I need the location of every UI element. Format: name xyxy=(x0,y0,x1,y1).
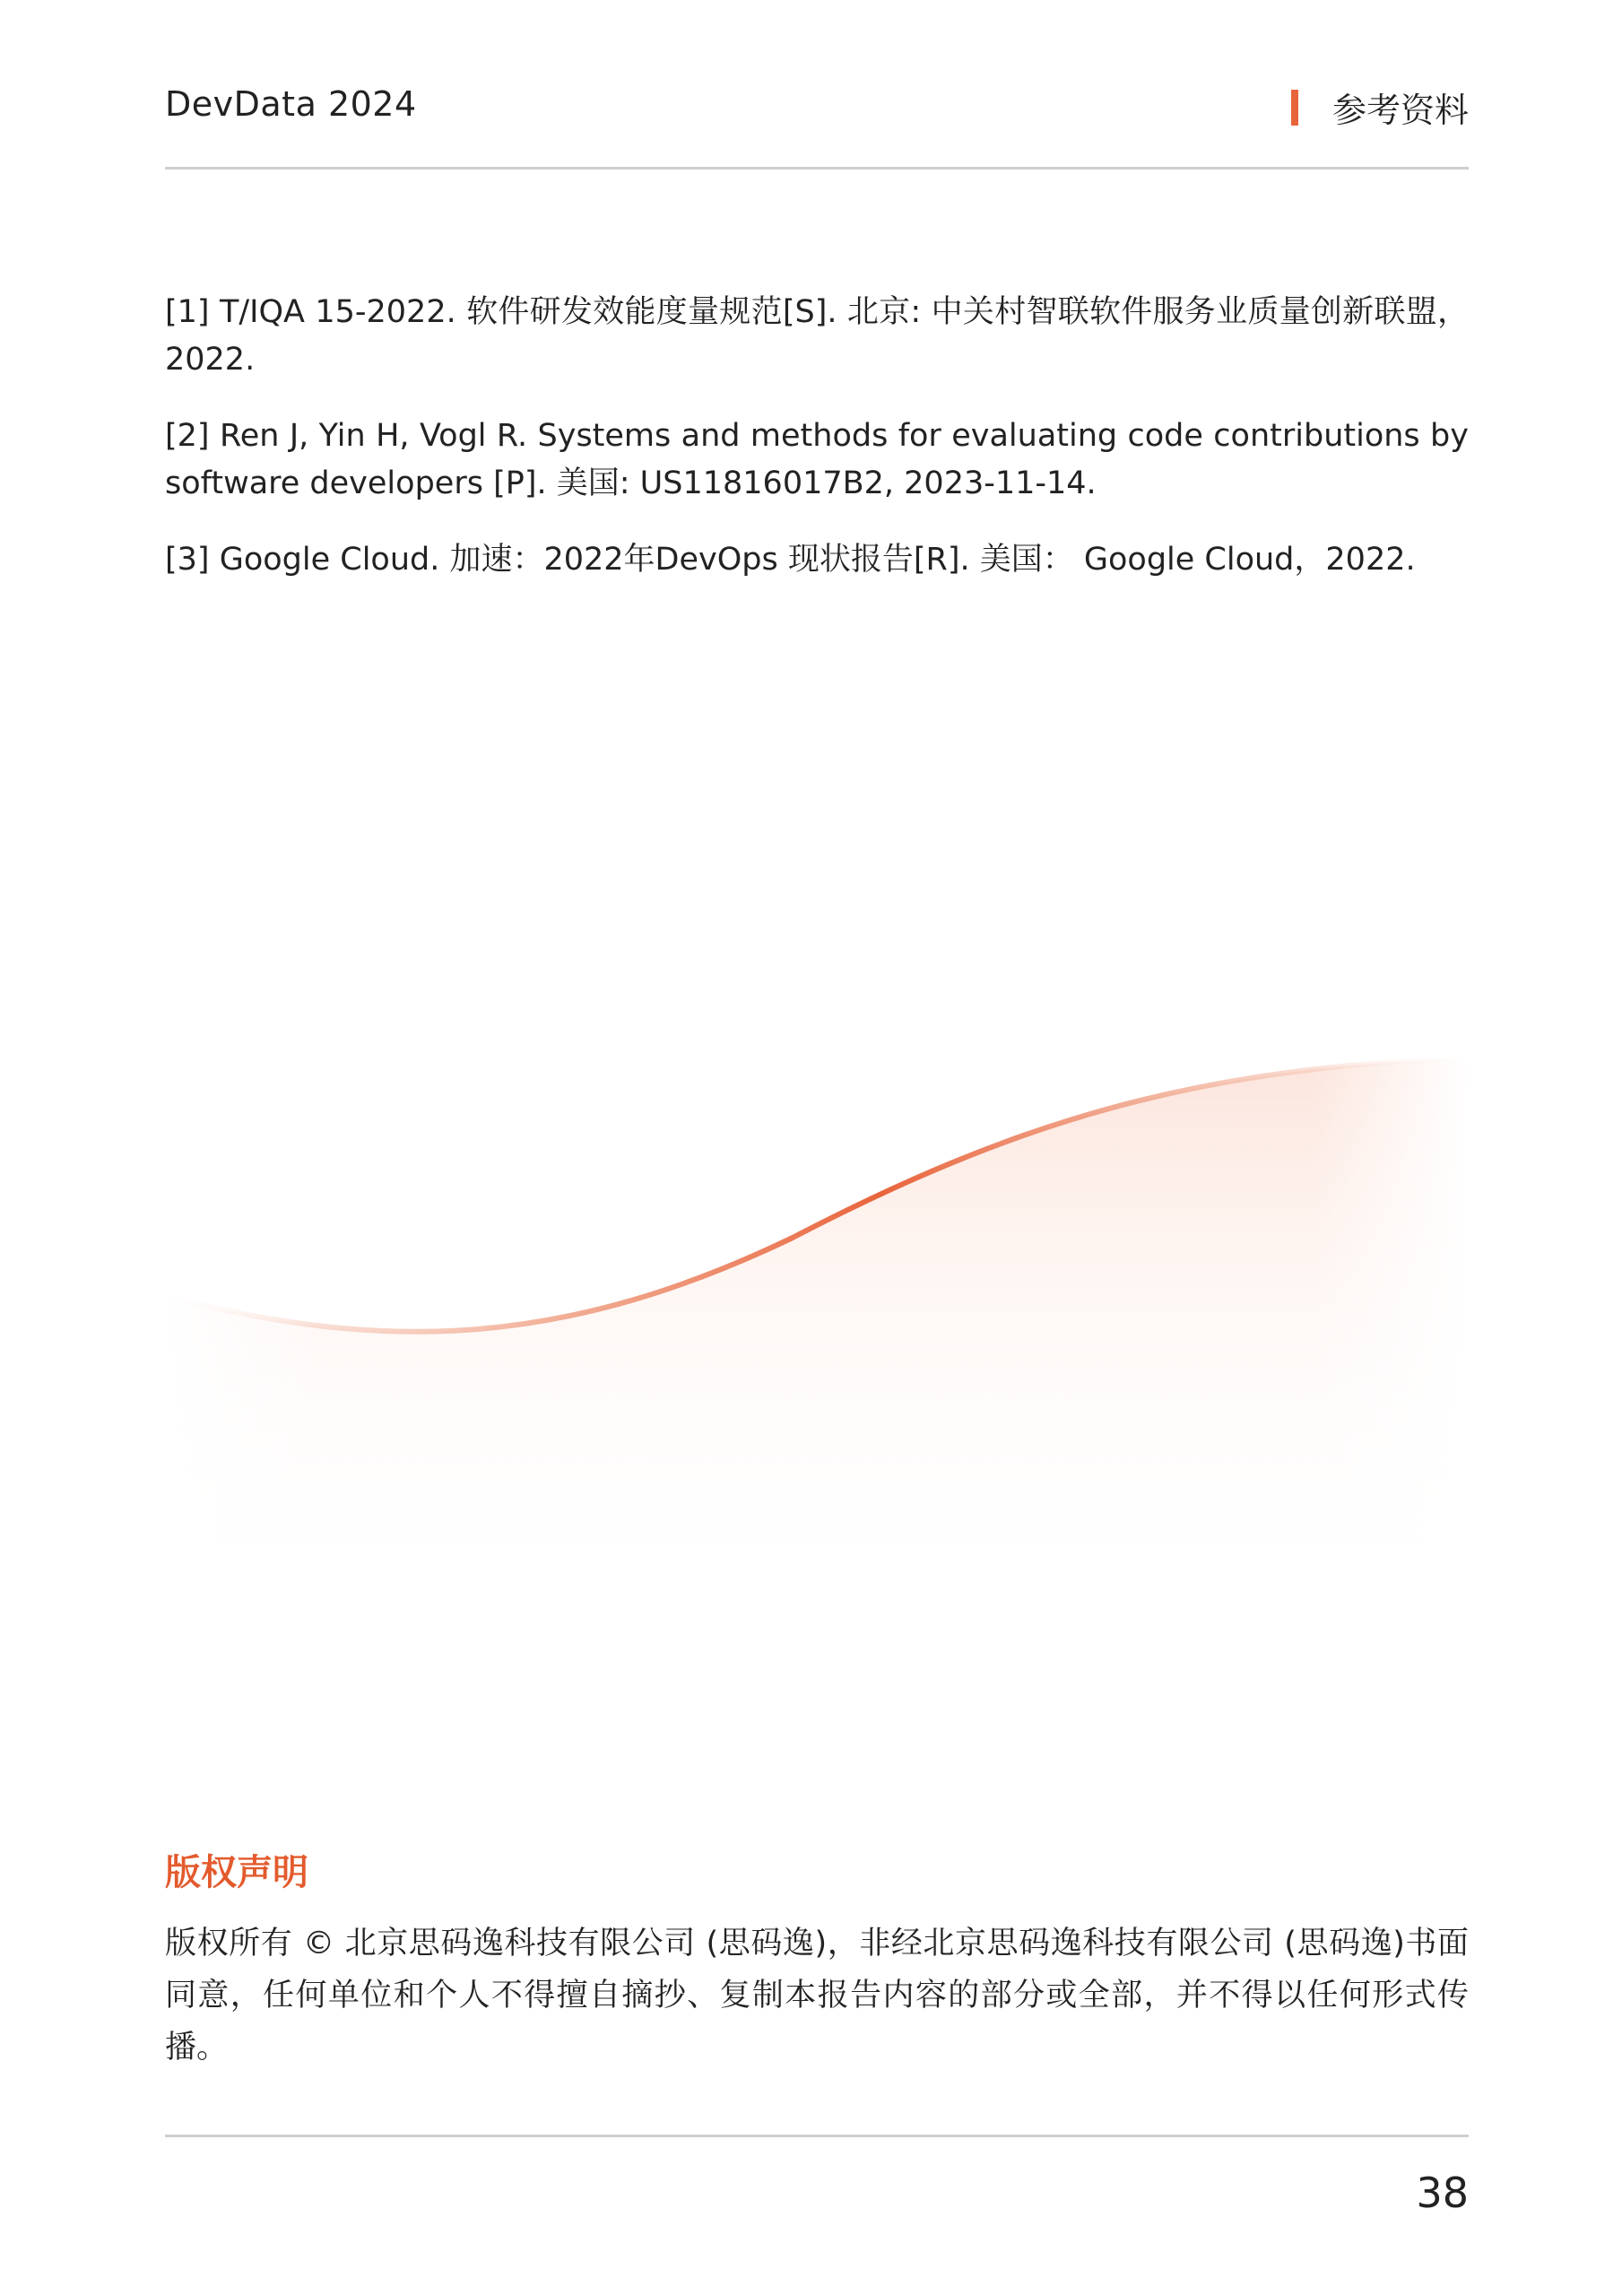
section-accent-bar xyxy=(1291,90,1298,126)
reference-item-3: [3] Google Cloud. 加速：2022年DevOps 现状报告[R]. 美国： Google Cloud，2022. xyxy=(165,542,1416,578)
decorative-wave-graphic xyxy=(165,1031,1469,1605)
report-title: DevData 2024 xyxy=(165,84,417,124)
header-divider xyxy=(165,167,1469,170)
section-label-group xyxy=(1291,83,1469,132)
reference-item-1: [1] T/IQA 15-2022. 软件研发效能度量规范[S]. 北京: 中关村智联软件服务业质量创新联盟，2022. xyxy=(165,294,1469,378)
reference-item-2: [2] Ren J, Yin H, Vogl R. Systems and methods for evaluating code contributions by software developers [P]. 美国: US11816017B2, 2023-11-14. xyxy=(165,418,1469,501)
page-number: 38 xyxy=(1416,2169,1469,2217)
section-title: 参考资料 xyxy=(1331,91,1469,130)
page-header xyxy=(165,79,1469,133)
footer-divider xyxy=(165,2135,1469,2137)
copyright-heading: 版权声明 xyxy=(165,1852,308,1893)
copyright-text: 版权所有 © 北京思码逸科技有限公司 (思码逸)，非经北京思码逸科技有限公司 (思码逸)书面同意，任何单位和个人不得擅自摘抄、复制本报告内容的部分或全部，并不得以任何形式传播。 xyxy=(165,1926,1469,2066)
reference-list xyxy=(165,289,1469,613)
